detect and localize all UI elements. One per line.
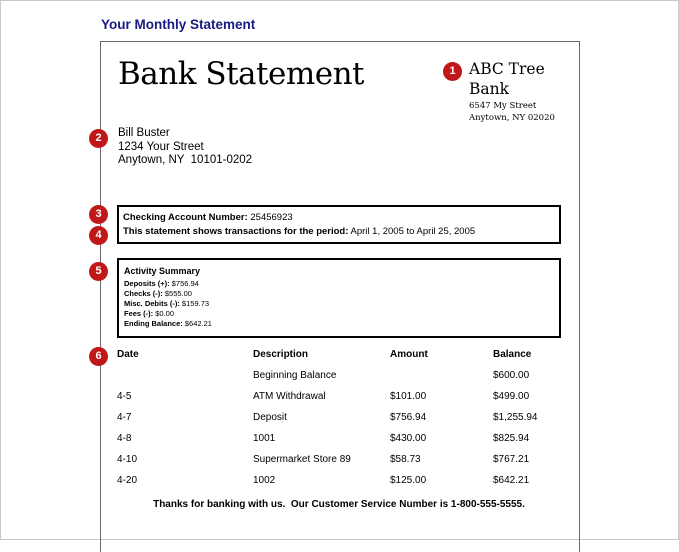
footer-thanks: Thanks for banking with us. Our Customer Service Number is 1-800-555-5555. <box>153 499 525 510</box>
misc-value: $159.73 <box>179 299 210 308</box>
col-header-balance: Balance <box>493 349 532 360</box>
cell-balance: $767.21 <box>493 454 530 465</box>
statement-period <box>123 226 475 237</box>
marker-2: 2 <box>89 129 108 148</box>
misc-debits-line <box>124 299 209 308</box>
marker-4: 4 <box>89 226 108 245</box>
cell-amount: $430.00 <box>390 433 427 444</box>
ending-label: Ending Balance: <box>124 319 183 328</box>
fees-label: Fees (-): <box>124 309 154 318</box>
account-number-value: 25456923 <box>247 212 293 223</box>
marker-6: 6 <box>89 347 108 366</box>
period-label: This statement shows transactions for the period: <box>123 226 349 237</box>
misc-label: Misc. Debits (-): <box>124 299 180 308</box>
cell-amount: $125.00 <box>390 475 427 486</box>
deposits-value: $756.94 <box>169 279 199 288</box>
fees-value: $0.00 <box>153 309 175 318</box>
bank-street: 6547 My Street <box>469 101 537 111</box>
checks-line <box>124 289 192 298</box>
cell-date: 4-7 <box>117 412 132 423</box>
bank-name: ABC Tree Bank <box>469 60 545 98</box>
fees-line <box>124 309 174 318</box>
bank-city: Anytown, NY 02020 <box>469 113 555 123</box>
customer-name: Bill Buster <box>118 127 170 139</box>
deposits-line <box>124 279 199 288</box>
customer-city: Anytown, NY 10101-0202 <box>118 154 253 166</box>
customer-address <box>118 127 252 168</box>
cell-description: Supermarket Store 89 <box>253 454 351 465</box>
cell-date: 4-8 <box>117 433 132 444</box>
col-header-description: Description <box>253 349 309 360</box>
account-number <box>123 212 293 223</box>
col-header-date: Date <box>117 349 139 360</box>
activity-title: Activity Summary <box>124 266 201 276</box>
cell-balance: $1,255.94 <box>493 412 538 423</box>
cell-amount: $58.73 <box>390 454 421 465</box>
cell-description: 1001 <box>253 433 276 444</box>
marker-3: 3 <box>89 205 108 224</box>
cell-description: Beginning Balance <box>253 370 337 381</box>
ending-balance-line <box>124 319 212 328</box>
account-info-box <box>117 205 561 244</box>
cell-description: Deposit <box>253 412 287 423</box>
cell-balance: $600.00 <box>493 370 530 381</box>
activity-summary-box <box>117 258 561 338</box>
deposits-label: Deposits (+): <box>124 279 170 288</box>
account-number-label: Checking Account Number: <box>123 212 248 223</box>
customer-street: 1234 Your Street <box>118 140 204 153</box>
statement-title: Bank Statement <box>118 56 365 92</box>
cell-amount: $101.00 <box>390 391 427 402</box>
cell-amount: $756.94 <box>390 412 427 423</box>
cell-description: 1002 <box>253 475 276 486</box>
cell-date: 4-10 <box>117 454 138 465</box>
bank-address <box>469 100 555 124</box>
checks-label: Checks (-): <box>124 289 163 298</box>
checks-value: $555.00 <box>162 289 192 298</box>
ending-value: $642.21 <box>182 319 212 328</box>
cell-balance: $825.94 <box>493 433 530 444</box>
cell-balance: $642.21 <box>493 475 530 486</box>
cell-balance: $499.00 <box>493 391 530 402</box>
cell-date: 4-20 <box>117 475 138 486</box>
period-value: April 1, 2005 to April 25, 2005 <box>348 226 476 237</box>
col-header-amount: Amount <box>390 349 428 360</box>
cell-description: ATM Withdrawal <box>253 391 326 402</box>
cell-date: 4-5 <box>117 391 132 402</box>
marker-1: 1 <box>443 62 462 81</box>
header-title: Your Monthly Statement <box>101 17 256 32</box>
marker-5: 5 <box>89 262 108 281</box>
